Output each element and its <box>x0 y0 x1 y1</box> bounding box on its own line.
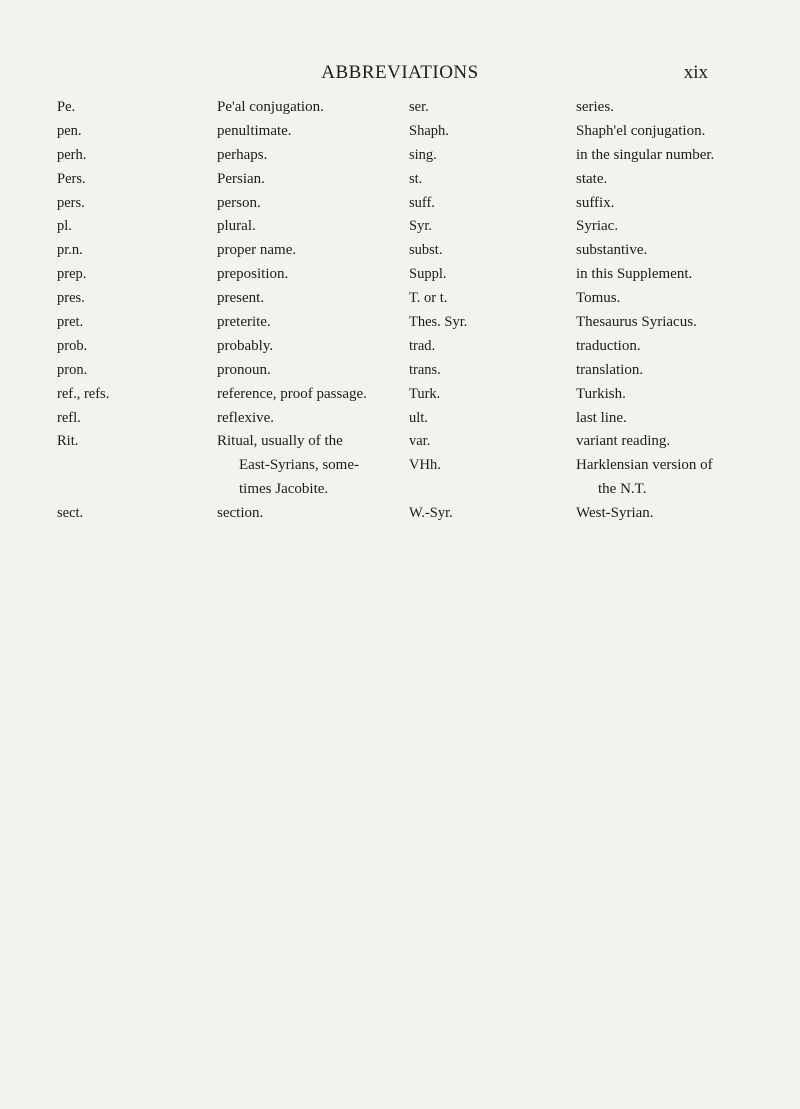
abbreviation: Syr. <box>409 218 432 235</box>
definition: Ritual, usually of the <box>217 433 343 450</box>
abbreviation: pr.n. <box>57 242 83 259</box>
definition: person. <box>217 194 261 211</box>
abbreviation: Pe. <box>57 99 76 115</box>
definition: Tomus. <box>576 290 621 307</box>
abbreviation: Suppl. <box>409 266 447 283</box>
left-abbreviation-column <box>57 96 217 526</box>
definition: West-Syrian. <box>576 505 654 522</box>
definition: present. <box>217 290 265 307</box>
abbreviation: Shaph. <box>409 122 449 139</box>
definition: Turkish. <box>576 385 626 402</box>
abbreviation-spacer <box>57 478 217 502</box>
definition-continuation: the N.T. <box>598 481 647 498</box>
abbreviation: pron. <box>57 361 88 378</box>
definition: variant reading. <box>576 433 671 450</box>
abbreviation: Pers. <box>57 170 86 187</box>
page-header <box>0 62 800 86</box>
abbreviation: prep. <box>57 266 87 283</box>
abbreviation: W.-Syr. <box>409 505 453 522</box>
definition: in this Supplement. <box>576 266 693 283</box>
definition: plural. <box>217 218 256 235</box>
definition: penultimate. <box>217 122 292 139</box>
definition: series. <box>576 99 614 115</box>
abbreviation: Rit. <box>57 433 79 450</box>
definition: Shaph'el conjugation. <box>576 122 706 139</box>
definition: perhaps. <box>217 146 268 163</box>
abbreviation: subst. <box>409 242 443 259</box>
abbreviation: VHh. <box>409 457 441 474</box>
abbreviation: pres. <box>57 290 85 307</box>
right-definition-column <box>576 96 798 526</box>
abbreviation: Turk. <box>409 385 441 402</box>
definition: pronoun. <box>217 361 271 378</box>
definition: Harklensian version of <box>576 457 713 474</box>
abbreviation: trans. <box>409 361 441 378</box>
abbreviation-spacer <box>409 478 569 502</box>
definition-continuation: East-Syrians, some- <box>239 457 359 474</box>
definition: translation. <box>576 361 644 378</box>
abbreviation: refl. <box>57 409 81 426</box>
definition: reference, proof passage. <box>217 385 367 402</box>
abbreviation: suff. <box>409 194 435 211</box>
abbreviation: trad. <box>409 337 436 354</box>
abbreviation: ser. <box>409 99 429 115</box>
abbreviation: perh. <box>57 146 87 163</box>
abbreviation: pers. <box>57 194 85 211</box>
definition: Persian. <box>217 170 265 187</box>
definition: Pe'al conjugation. <box>217 99 324 115</box>
definition: proper name. <box>217 242 297 259</box>
definition: in the singular number. <box>576 146 715 163</box>
abbreviation: st. <box>409 170 423 187</box>
definition: traduction. <box>576 337 641 354</box>
abbreviation: sing. <box>409 146 437 163</box>
abbreviation: pl. <box>57 218 72 235</box>
definition: substantive. <box>576 242 648 259</box>
abbreviation: ult. <box>409 409 428 426</box>
definition-continuation: times Jacobite. <box>239 481 329 498</box>
right-abbreviation-column <box>409 96 569 526</box>
abbreviation: T. or t. <box>409 290 448 307</box>
definition: reflexive. <box>217 409 275 426</box>
definition: preterite. <box>217 314 271 331</box>
page-number: xix <box>683 62 708 83</box>
abbreviation: Thes. Syr. <box>409 314 468 331</box>
abbreviation: var. <box>409 433 431 450</box>
definition: Thesaurus Syriacus. <box>576 314 697 331</box>
abbreviation: pen. <box>57 122 82 139</box>
abbreviation: prob. <box>57 337 88 354</box>
definition: probably. <box>217 337 274 354</box>
abbreviation: sect. <box>57 505 84 522</box>
definition: state. <box>576 170 608 187</box>
definition: section. <box>217 505 264 522</box>
definition: last line. <box>576 409 627 426</box>
abbreviation: pret. <box>57 314 84 331</box>
definition: preposition. <box>217 266 289 283</box>
left-definition-column <box>217 96 392 526</box>
page-title: ABBREVIATIONS <box>321 62 479 83</box>
abbreviation: ref., refs. <box>57 385 110 402</box>
definition: Syriac. <box>576 218 619 235</box>
abbreviation-spacer <box>57 454 217 478</box>
definition: suffix. <box>576 194 615 211</box>
